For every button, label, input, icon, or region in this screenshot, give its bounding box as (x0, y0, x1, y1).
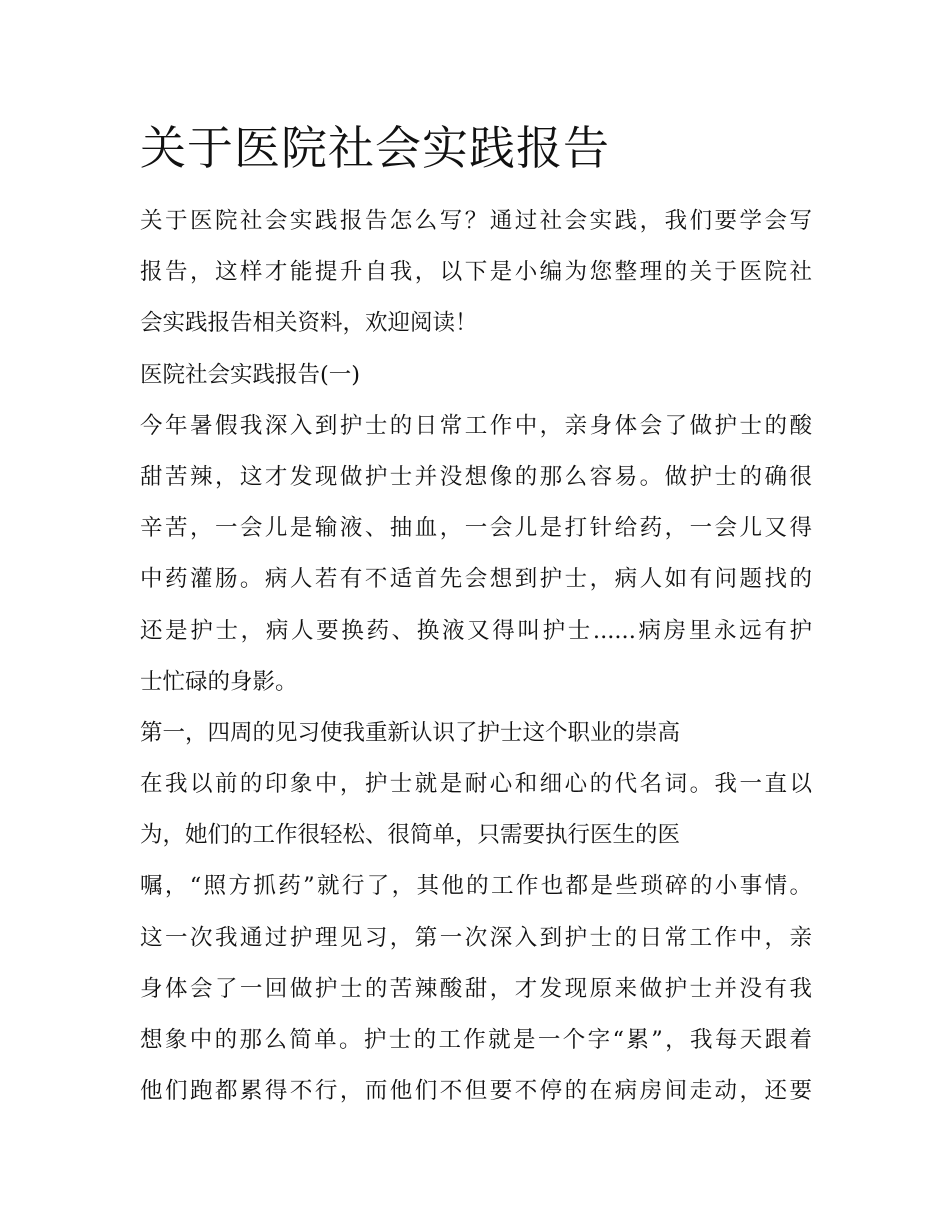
text-line: 在我以前的印象中，护士就是耐心和细心的代名词。我一直以 (140, 771, 812, 798)
text-line: 他们跑都累得不行，而他们不但要不停的在病房间走动，还要 (140, 1078, 812, 1105)
text-line: 今年暑假我深入到护士的日常工作中，亲身体会了做护士的酸 (140, 412, 812, 439)
text-line: 甜苦辣，这才发现做护士并没想像的那么容易。做护士的确很 (140, 463, 812, 490)
text-line: 关于医院社会实践报告怎么写？通过社会实践，我们要学会写 (140, 208, 812, 234)
text-line: 士忙碌的身影。 (140, 668, 298, 695)
text-line: 报告，这样才能提升自我，以下是小编为您整理的关于医院社 (140, 259, 812, 286)
text-line: 为，她们的工作很轻松、很简单，只需要执行医生的医 (140, 822, 681, 849)
text-line: 身体会了一回做护士的苦辣酸甜，才发现原来做护士并没有我 (140, 975, 812, 1002)
subheading-line: 第一，四周的见习使我重新认识了护士这个职业的崇高 (140, 719, 681, 746)
document-body (140, 196, 812, 1117)
text-line: 嘱，“照方抓药”就行了，其他的工作也都是些琐碎的小事情。 (140, 873, 812, 900)
text-line: 辛苦，一会儿是输液、抽血，一会儿是打针给药，一会儿又得 (140, 515, 812, 542)
text-line: 这一次我通过护理见习，第一次深入到护士的日常工作中，亲 (140, 924, 812, 951)
section-heading: 医院社会实践报告(一) (140, 361, 361, 388)
text-line: 想象中的那么简单。护士的工作就是一个字“累”，我每天跟着 (140, 1027, 812, 1053)
text-line: 中药灌肠。病人若有不适首先会想到护士，病人如有问题找的 (140, 566, 812, 593)
page-title: 关于医院社会实践报告 (140, 121, 610, 175)
text-line: 还是护士，病人要换药、换液又得叫护士......病房里永远有护 (140, 617, 812, 644)
text-line: 会实践报告相关资料，欢迎阅读！ (140, 310, 478, 337)
